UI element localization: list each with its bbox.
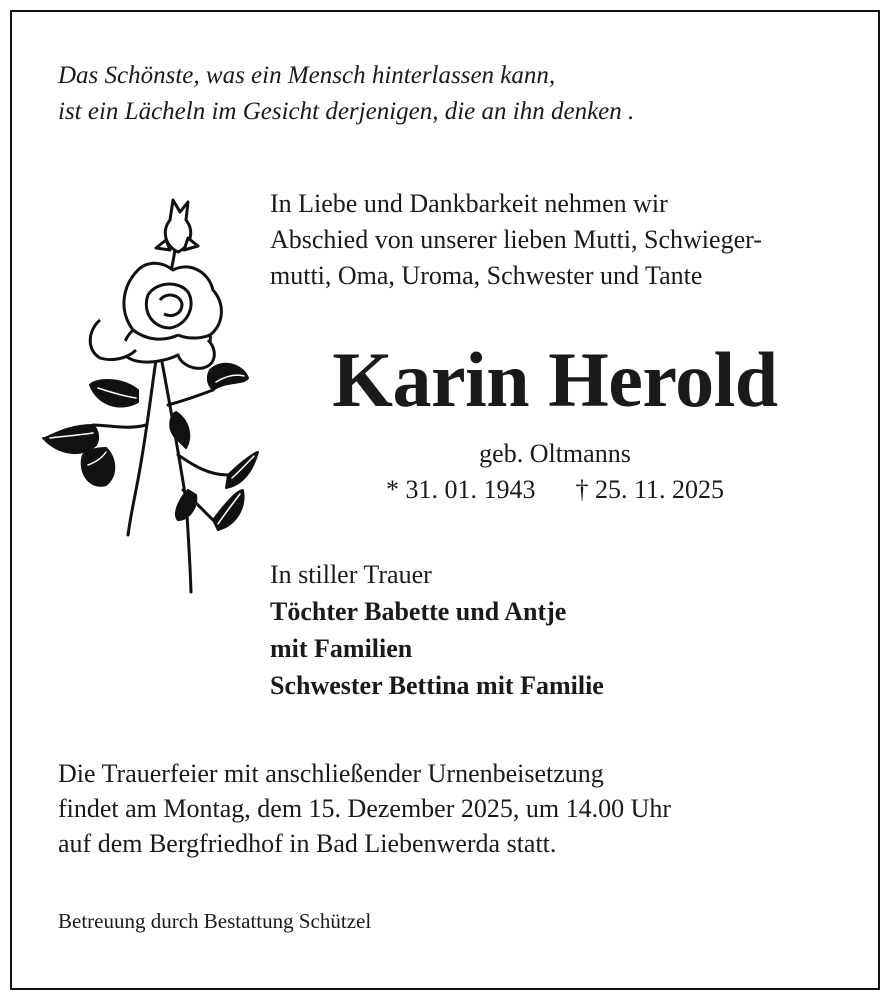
quote-line: ist ein Lächeln im Gesicht derjenigen, die an ihn denken . [58, 98, 635, 125]
rose-icon [38, 190, 263, 600]
ceremony-details [58, 756, 838, 861]
ceremony-line: findet am Montag, dem 15. Dezember 2025, um 14.00 Uhr [58, 794, 672, 823]
farewell-intro [270, 186, 830, 294]
memorial-quote [58, 58, 838, 130]
deceased-name: Karin Herold [332, 336, 778, 423]
ceremony-line: auf dem Bergfriedhof in Bad Liebenwerda statt. [58, 829, 557, 858]
ceremony-line: Die Trauerfeier mit anschließender Urnenbeisetzung [58, 759, 604, 788]
mourner-line: Töchter Babette und Antje [270, 597, 567, 626]
birth-date: * 31. 01. 1943 [385, 475, 536, 504]
life-dates [250, 473, 860, 507]
mourner-line: Schwester Bettina mit Familie [270, 671, 604, 700]
funeral-home-credit: Betreuung durch Bestattung Schützel [58, 909, 372, 933]
quote-line: Das Schönste, was ein Mensch hinterlassen kann, [58, 62, 556, 89]
intro-line: mutti, Oma, Uroma, Schwester und Tante [270, 261, 703, 290]
mourners-intro: In stiller Trauer [270, 560, 432, 589]
intro-line: In Liebe und Dankbarkeit nehmen wir [270, 189, 668, 218]
mourner-line: mit Familien [270, 634, 413, 663]
death-date: † 25. 11. 2025 [575, 475, 725, 504]
mourners-block [270, 556, 830, 704]
maiden-name: geb. Oltmanns [479, 439, 631, 468]
intro-line: Abschied von unserer lieben Mutti, Schwieger- [270, 225, 762, 254]
